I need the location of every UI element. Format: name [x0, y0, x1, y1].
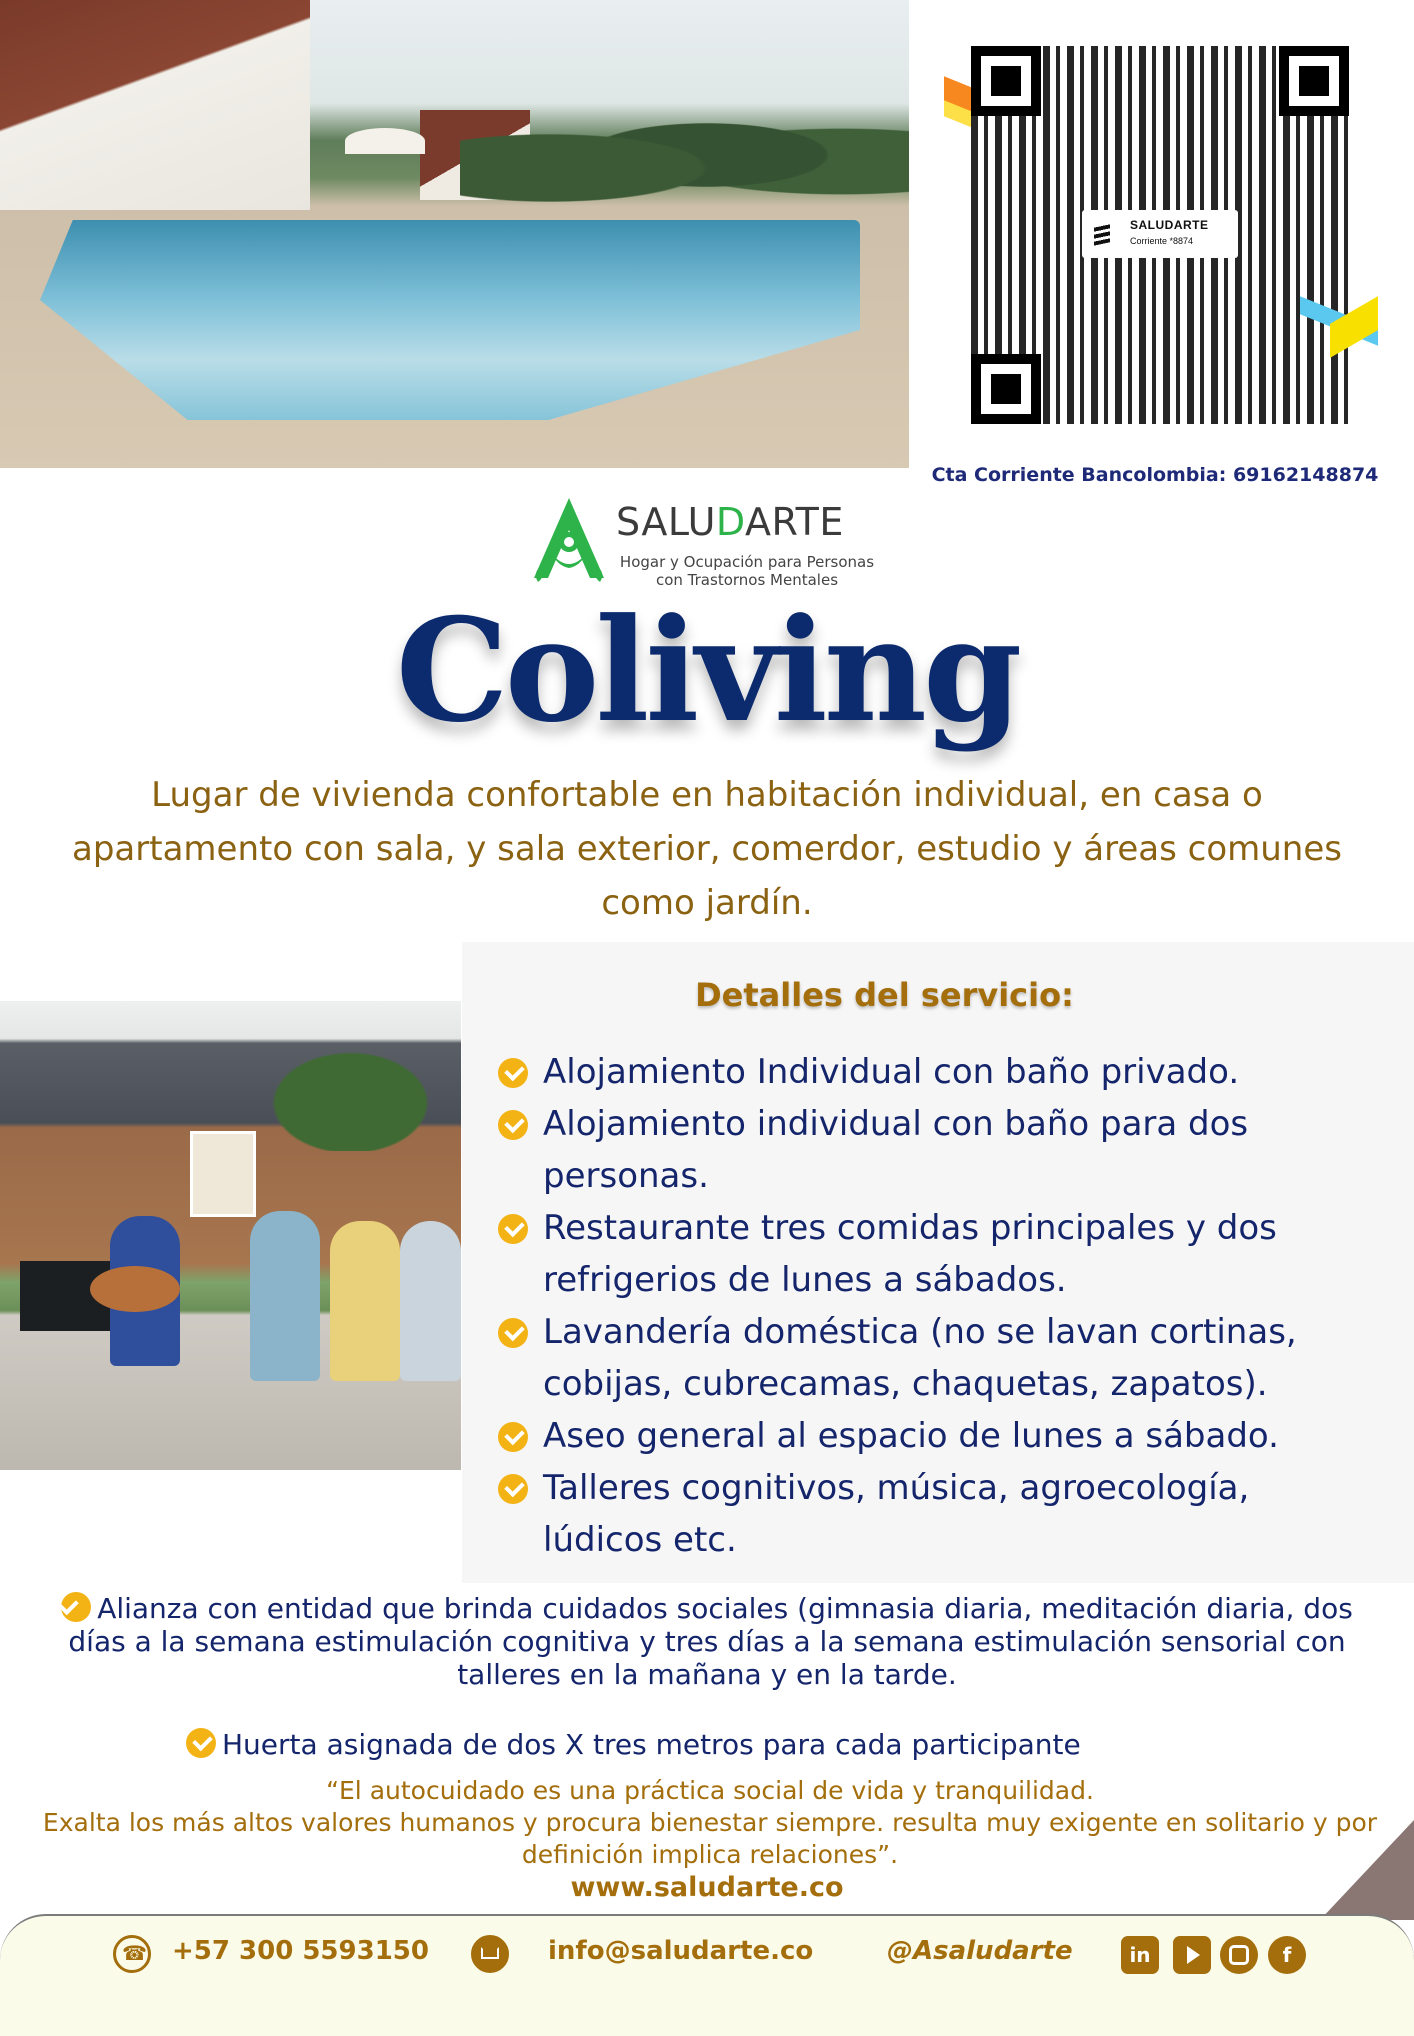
- qr-account: Corriente *8874: [1130, 236, 1194, 246]
- detail-item: Alojamiento Individual con baño privado.: [498, 1046, 1358, 1098]
- instagram-icon[interactable]: [1220, 1936, 1258, 1974]
- whatsapp-icon[interactable]: [113, 1935, 151, 1973]
- footer-phone[interactable]: +57 300 5593150: [172, 1936, 429, 1966]
- check-icon: [498, 1318, 528, 1348]
- intro-text: Lugar de vivienda confortable en habitación individual, en casa o apartamento con sala, y sala exterior, comerdor, estudio y áreas comunes como jardín.: [72, 775, 1342, 923]
- check-icon: [498, 1214, 528, 1244]
- logo-tagline: Hogar y Ocupación para Personas con Trastornos Mentales: [619, 553, 875, 589]
- footer-social-handle[interactable]: @Asaludarte: [887, 1936, 1073, 1966]
- logo-wordmark: SALUDARTE: [616, 500, 844, 544]
- detail-item: Lavandería doméstica (no se lavan cortinas, cobijas, cubrecamas, chaquetas, zapatos).: [498, 1306, 1358, 1410]
- details-title: Detalles del servicio:: [695, 976, 1074, 1014]
- pool-photo: [0, 0, 909, 468]
- youtube-icon[interactable]: [1173, 1936, 1211, 1974]
- detail-item: Talleres cognitivos, música, agroecología, lúdicos etc.: [498, 1462, 1358, 1566]
- check-icon: [498, 1110, 528, 1140]
- detail-item: Aseo general al espacio de lunes a sábado.: [498, 1410, 1358, 1462]
- facebook-icon[interactable]: f: [1268, 1936, 1306, 1974]
- bank-account: Cta Corriente Bancolombia: 69162148874: [931, 464, 1379, 486]
- qr-brand: SALUDARTE: [1130, 218, 1209, 232]
- check-icon: [498, 1474, 528, 1504]
- detail-item: Alojamiento individual con baño para dos personas.: [498, 1098, 1358, 1202]
- detail-item: Restaurante tres comidas principales y dos refrigerios de lunes a sábados.: [498, 1202, 1358, 1306]
- linkedin-icon[interactable]: in: [1121, 1936, 1159, 1974]
- bank-logo-icon: [1094, 222, 1110, 245]
- email-icon[interactable]: [471, 1935, 509, 1973]
- page-title: Coliving: [395, 588, 1019, 754]
- garden-text: Huerta asignada de dos X tres metros para cada participante: [186, 1728, 1081, 1761]
- quote: “El autocuidado es una práctica social de vida y tranquilidad. Exalta los más altos valores humanos y procura bienestar siempre. resulta muy exigente en solitario y por definición implica relaciones”.: [42, 1776, 1378, 1869]
- check-icon: [498, 1058, 528, 1088]
- contact-footer: [0, 1914, 1414, 2036]
- footer-email[interactable]: info@saludarte.co: [548, 1936, 814, 1966]
- check-icon: [498, 1422, 528, 1452]
- saludarte-logo-icon: [530, 496, 608, 588]
- check-icon: [186, 1728, 216, 1758]
- website-link[interactable]: www.saludarte.co: [570, 1872, 844, 1903]
- alliance-text: Alianza con entidad que brinda cuidados sociales (gimnasia diaria, meditación diaria, dos días a la semana estimulación cognitiva y tres días a la semana estimulación sensorial con talleres en la mañana y en la tarde.: [52, 1592, 1362, 1691]
- check-icon: [61, 1592, 91, 1622]
- residents-photo: [0, 1001, 461, 1470]
